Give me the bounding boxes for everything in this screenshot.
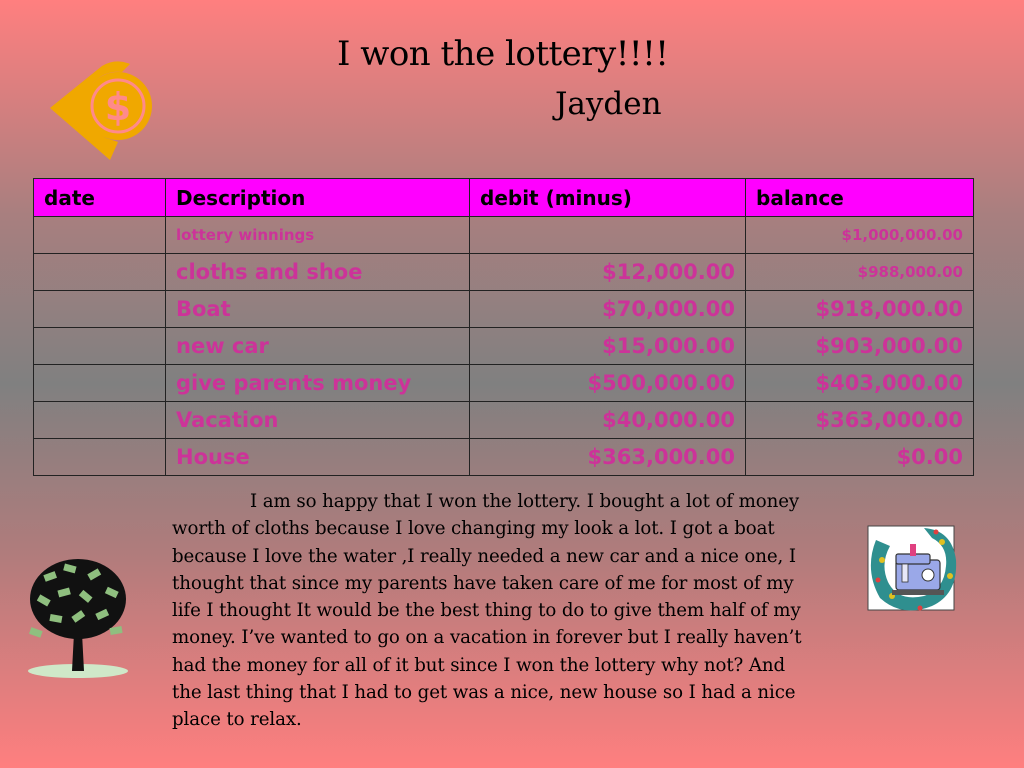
header-balance: balance: [746, 179, 974, 217]
cell-debit: $363,000.00: [470, 439, 746, 476]
cell-date: [34, 439, 166, 476]
cell-date: [34, 217, 166, 254]
cell-balance: $1,000,000.00: [746, 217, 974, 254]
header-date: date: [34, 179, 166, 217]
cell-description: lottery winnings: [166, 217, 470, 254]
table-row: [34, 217, 974, 254]
page-title: I won the lottery!!!!: [337, 34, 669, 74]
cell-balance: $988,000.00: [746, 254, 974, 291]
cell-description: Boat: [166, 291, 470, 328]
cell-date: [34, 254, 166, 291]
cell-description: House: [166, 439, 470, 476]
cell-debit: [470, 217, 746, 254]
ledger-table: [33, 178, 974, 476]
header-debit: debit (minus): [470, 179, 746, 217]
table-row: [34, 402, 974, 439]
cell-debit: $40,000.00: [470, 402, 746, 439]
author-name: Jayden: [555, 86, 662, 122]
svg-text:$: $: [104, 85, 132, 129]
sewing-machine-icon: [862, 520, 964, 620]
cell-balance: $903,000.00: [746, 328, 974, 365]
cell-description: new car: [166, 328, 470, 365]
cell-description: give parents money: [166, 365, 470, 402]
cell-date: [34, 328, 166, 365]
cell-date: [34, 291, 166, 328]
money-tree-icon: [24, 553, 132, 681]
cell-date: [34, 365, 166, 402]
cell-debit: $500,000.00: [470, 365, 746, 402]
cell-description: cloths and shoe: [166, 254, 470, 291]
dollar-coin-icon: [50, 58, 158, 162]
table-header-row: [34, 179, 974, 217]
story-paragraph: I am so happy that I won the lottery. I bought a lot of money worth of cloths because I love changing my look a lot. I got a boat because I love the water ,I really needed a new car and a nice one, I thought that since my parents have taken care of me for most of my life I thought It would be the best thing to do to give them half of my money. I’ve wanted to go on a vacation in forever but I really haven’t had the money for all of it but since I won the lottery why not? And the last thing that I had to get was a nice, new house so I had a nice place to relax.: [172, 491, 802, 731]
table-row: [34, 254, 974, 291]
table-row: [34, 365, 974, 402]
cell-debit: $12,000.00: [470, 254, 746, 291]
table-row: [34, 439, 974, 476]
cell-date: [34, 402, 166, 439]
header-description: Description: [166, 179, 470, 217]
cell-debit: $15,000.00: [470, 328, 746, 365]
cell-debit: $70,000.00: [470, 291, 746, 328]
cell-description: Vacation: [166, 402, 470, 439]
cell-balance: $0.00: [746, 439, 974, 476]
cell-balance: $363,000.00: [746, 402, 974, 439]
cell-balance: $918,000.00: [746, 291, 974, 328]
table-row: [34, 291, 974, 328]
table-row: [34, 328, 974, 365]
cell-balance: $403,000.00: [746, 365, 974, 402]
